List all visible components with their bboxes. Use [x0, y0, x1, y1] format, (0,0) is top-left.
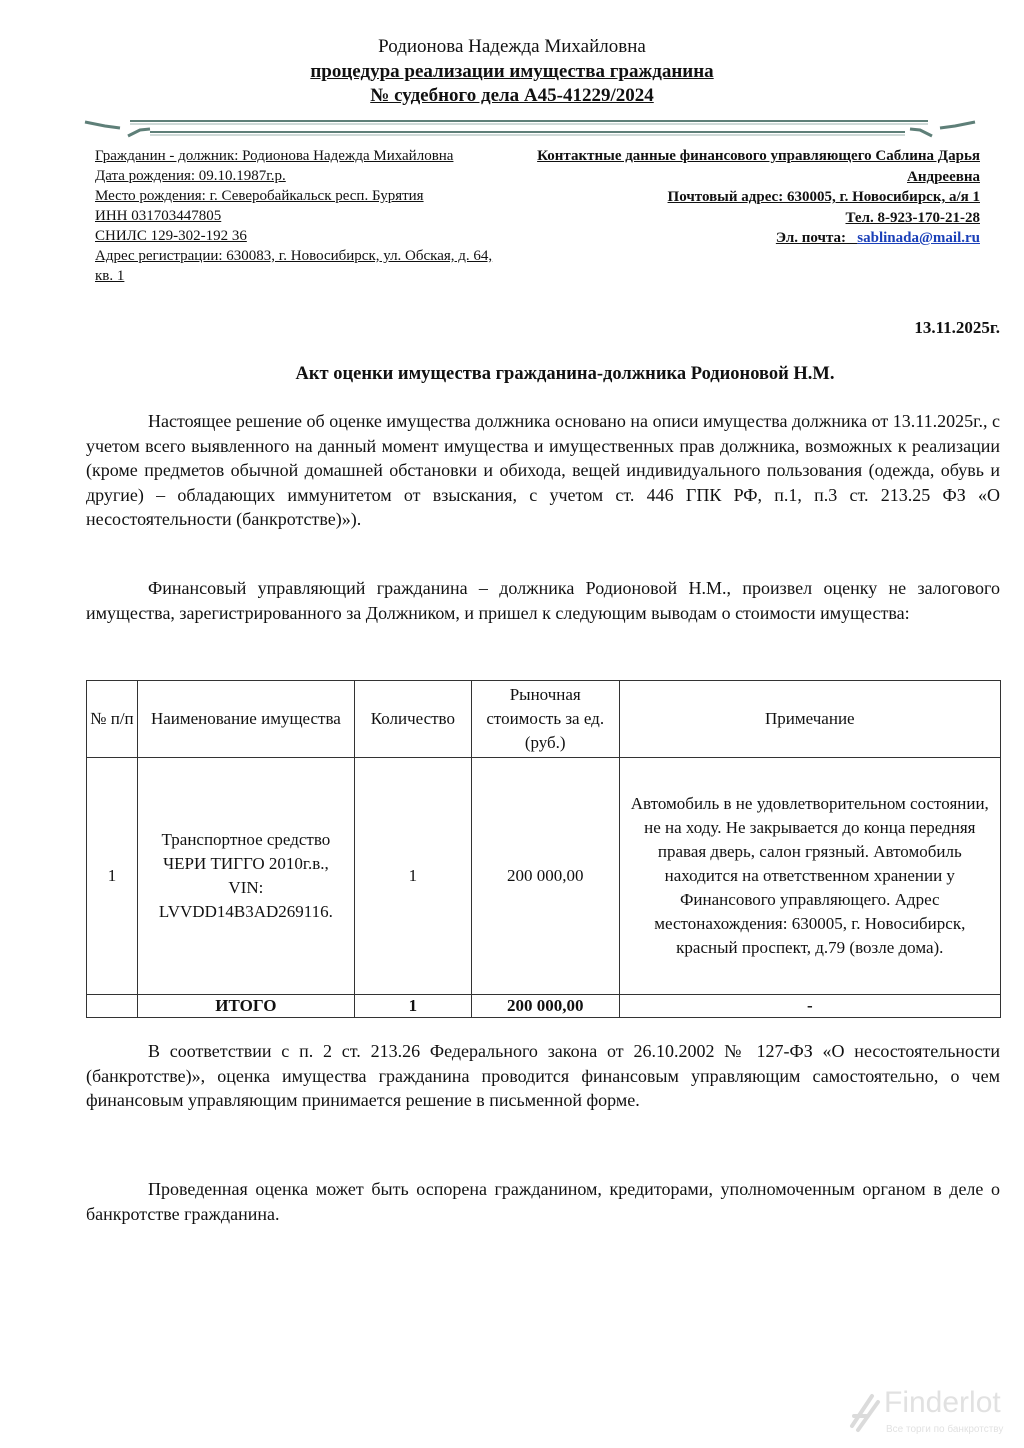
total-price: 200 000,00	[471, 995, 619, 1018]
debtor-inn: ИНН 031703447805	[95, 208, 222, 224]
cell-quantity: 1	[354, 758, 471, 995]
email-link[interactable]: sablinada@mail.ru	[857, 230, 980, 246]
finderlot-logo-icon	[844, 1386, 884, 1436]
debtor-birth-date: Дата рождения: 09.10.1987г.р.	[95, 168, 286, 184]
watermark	[844, 1384, 1014, 1442]
cell-number: 1	[87, 758, 138, 995]
header-note: Примечание	[619, 681, 1000, 758]
assets-table	[86, 680, 1001, 1018]
table-total-row	[87, 995, 1001, 1018]
paragraph-basis: Настоящее решение об оценке имущества должника основано на описи имущества должника от 13.11.2025г., с учетом всего выявленного на данный момент имущества и имущественных прав должника, возможных к реализации (кроме предметов обычной домашней обстановки и обихода, вещей индивидуального пользования (одежда, обувь и другие) – обладающих иммунитетом от взыскания, с учетом ст. 446 ГПК РФ, п.1, п.3 ст. 213.25 ФЗ «О несостоятельности (банкротстве)»).	[86, 411, 1000, 529]
header-name: Наименование имущества	[137, 681, 354, 758]
total-label: ИТОГО	[137, 995, 354, 1018]
paragraph-conclusion-intro: Финансовый управляющий гражданина – должника Родионовой Н.М., произвел оценку не залогового имущества, зарегистрированного за Должником, и пришел к следующим выводам о стоимости имущества:	[86, 578, 1000, 623]
watermark-brand: Finderlot	[884, 1386, 1001, 1419]
manager-email-row	[500, 228, 980, 249]
watermark-tagline: Все торги по банкротству	[886, 1424, 1004, 1435]
header-price: Рыночная стоимость за ед. (руб.)	[471, 681, 619, 758]
paragraph-legal-basis: В соответствии с п. 2 ст. 213.26 Федерального закона от 26.10.2002 № 127-ФЗ «О несостоятельности (банкротстве)», оценка имущества гражданина проводится финансовым управляющим самостоятельно, о чем финансовым управляющим принимается решение в письменной форме.	[86, 1041, 1000, 1110]
manager-phone: Тел. 8-923-170-21-28	[845, 209, 980, 226]
manager-postal-address: Почтовый адрес: 630005, г. Новосибирск, а/я 1	[667, 189, 980, 205]
total-note: -	[619, 995, 1000, 1018]
cell-name: Транспортное средство ЧЕРИ ТИГГО 2010г.в., VIN: LVVDD14B3AD269116.	[137, 758, 354, 995]
cell-price: 200 000,00	[471, 758, 619, 995]
debtor-full-name: Гражданин - должник: Родионова Надежда Михайловна	[95, 148, 454, 164]
ornament-divider	[80, 112, 980, 142]
email-label: Эл. почта:	[775, 230, 847, 246]
debtor-snils: СНИЛС 129-302-192 36	[95, 228, 247, 244]
header-number: № п/п	[87, 681, 138, 758]
document-date: 13.11.2025г.	[914, 318, 1000, 337]
debtor-birth-place: Место рождения: г. Северобайкальск респ. Бурятия	[95, 188, 424, 204]
debtor-info-block	[95, 146, 495, 286]
procedure-heading: процедура реализации имущества гражданина	[310, 61, 714, 82]
document-title: Акт оценки имущества гражданина-должника Родионовой Н.М.	[295, 364, 835, 384]
total-quantity: 1	[354, 995, 471, 1018]
total-empty-cell	[87, 995, 138, 1018]
debtor-address: Адрес регистрации: 630083, г. Новосибирск, ул. Обская, д. 64, кв. 1	[95, 248, 493, 284]
cell-note: Автомобиль в не удовлетворительном состоянии, не на ходу. Не закрывается до конца передняя правая дверь, салон грязный. Автомобиль находится на ответственном хранении у Финансового управляющего. Адрес местонахождения: 630005, г. Новосибирск, красный проспект, д.79 (возле дома).	[619, 758, 1000, 995]
debtor-name-heading: Родионова Надежда Михайловна	[378, 36, 646, 57]
table-row	[87, 758, 1001, 995]
manager-contacts-block	[500, 146, 980, 249]
header-quantity: Количество	[354, 681, 471, 758]
paragraph-dispute: Проведенная оценка может быть оспорена гражданином, кредиторами, уполномоченным органом в деле о банкротстве гражданина.	[86, 1179, 1000, 1224]
case-number-heading: № судебного дела А45-41229/2024	[370, 85, 654, 106]
table-header-row	[87, 681, 1001, 758]
manager-title: Контактные данные финансового управляющего Саблина Дарья Андреевна	[537, 148, 980, 185]
